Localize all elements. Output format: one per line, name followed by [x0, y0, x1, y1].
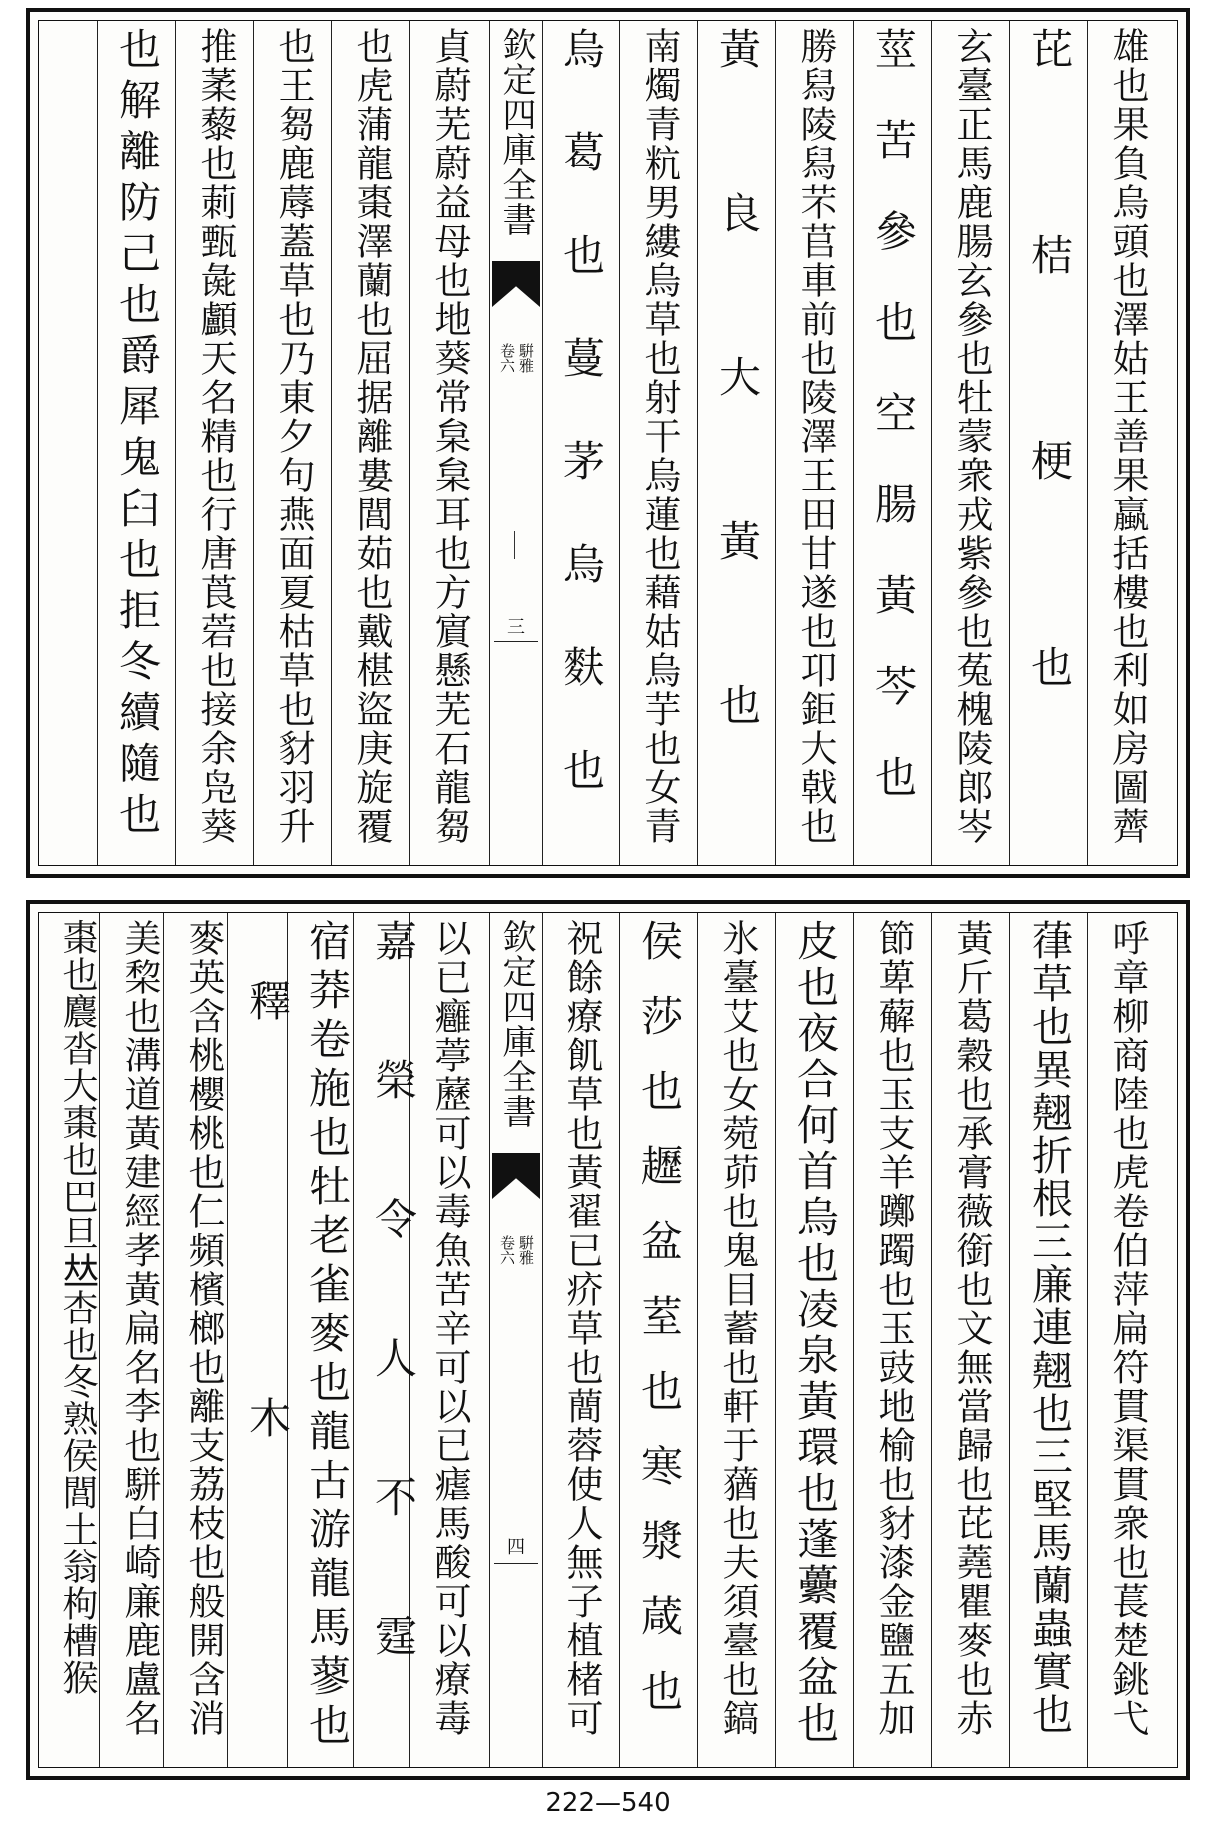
column-text: 黃良大黃也	[713, 27, 762, 847]
text-column	[1011, 27, 1087, 859]
column-rule	[619, 913, 620, 1767]
center-spine	[489, 913, 543, 1767]
column-text: 也解離防己也爵犀鬼臼也拒冬續隨也	[113, 27, 162, 843]
column-text: 皮也夜合何首烏也凌泉黃環也蓬虆覆盆也	[791, 919, 840, 1747]
text-column	[621, 919, 697, 1761]
column-text: 以已癰葶藶可以毒魚苦辛可以已瘧馬酸可以療毒	[428, 919, 471, 1738]
column-text: 烏葛也蔓茅烏麩也	[557, 27, 606, 851]
column-rule	[853, 913, 854, 1767]
text-column	[1011, 919, 1087, 1761]
text-column	[855, 919, 931, 1761]
upper-frame	[38, 20, 1178, 866]
column-rule	[775, 21, 776, 865]
text-column	[699, 919, 775, 1761]
column-text: 黃斤葛穀也承膏薇銜也文無當歸也芘蕘瞿麥也赤	[950, 919, 993, 1738]
column-rule	[1009, 913, 1010, 1767]
volume-name: 卷六	[498, 1235, 516, 1265]
column-text: 南燭青粇男縷烏草也射干烏蓮也藉姑烏芋也女青	[638, 27, 681, 846]
text-column	[99, 27, 175, 859]
text-column	[543, 27, 619, 859]
text-column	[39, 919, 115, 1761]
column-text: 也王芻鹿蓐蓋草也乃東夕句燕面夏枯草也豺羽升	[272, 27, 315, 846]
page-number: 222—540	[545, 1788, 671, 1818]
text-column	[543, 919, 619, 1761]
center-spine	[489, 21, 543, 865]
text-column	[777, 919, 853, 1761]
fish-tail-mark-icon	[492, 261, 540, 307]
column-rule	[253, 21, 254, 865]
column-rule	[697, 913, 698, 1767]
column-rule	[853, 21, 854, 865]
section-heading: 釋木	[243, 979, 292, 1813]
column-text: 侯莎也䟐盆荎也寒漿葴也	[635, 919, 684, 1744]
column-rule	[697, 21, 698, 865]
column-text: 芘桔梗也	[1025, 27, 1074, 851]
column-rule	[1087, 21, 1088, 865]
text-column	[933, 919, 1009, 1761]
column-rule	[1087, 913, 1088, 1767]
spine-tick	[514, 531, 515, 559]
column-rule	[1009, 21, 1010, 865]
chapter-label	[490, 343, 542, 373]
column-rule	[97, 21, 98, 865]
book-name: 騈雅	[517, 1235, 535, 1265]
column-rule	[931, 913, 932, 1767]
column-text: 玄臺正馬鹿腸玄參也牡蒙衆戎紫參也菟槐陵郎岑	[950, 27, 993, 846]
column-rule	[931, 21, 932, 865]
column-text: 葎草也異翹折根三廉連翹也三堅馬蘭蟲實也	[1025, 919, 1073, 1736]
text-column	[355, 919, 431, 1761]
text-column	[855, 27, 931, 859]
column-text: 麥英含桃櫻桃也仁頻檳榔也離支荔枝也般開含消	[182, 919, 225, 1738]
text-column	[177, 27, 253, 859]
book-title: 欽定四庫全書	[496, 919, 536, 1129]
text-column	[933, 27, 1009, 859]
column-rule	[619, 21, 620, 865]
fish-tail-mark-icon	[492, 1153, 540, 1199]
column-text: 莖苦參也空腸黃芩也	[869, 27, 918, 846]
column-text: 節萆薢也玉支羊躑躅也玉豉地榆也豺漆金鹽五加	[872, 919, 915, 1738]
leaf-number: 三	[507, 617, 525, 638]
column-text: 貞蔚芜蔚益母也地葵常枲枲耳也方賔懸芜石龍芻	[428, 27, 471, 846]
column-text: 也虎蒲龍棗澤蘭也屈据離婁閭茹也戴椹盜庚旋覆	[350, 27, 393, 846]
column-text: 宿莽卷施也牡老雀麥也龍古游龍馬蓼也	[303, 919, 352, 1752]
column-rule	[331, 21, 332, 865]
column-text: 氷臺艾也女菀茆也鬼目蓄也軒于蕕也夫須臺也鎬	[716, 919, 759, 1738]
column-text: 嘉榮令人不霆	[369, 919, 418, 1753]
text-column	[699, 27, 775, 859]
text-column	[333, 27, 409, 859]
text-column	[621, 27, 697, 859]
column-rule	[775, 913, 776, 1767]
column-text: 呼章柳商陸也虎卷伯萍扁符貫渠貫衆也萇楚銚弋	[1106, 919, 1149, 1738]
column-text: 勝舄陵舄芣苢車前也陵澤王田甘遂也卭鉅大戟也	[794, 27, 837, 846]
column-rule	[175, 21, 176, 865]
leaf-number: 四	[507, 1537, 525, 1558]
book-name: 騈雅	[517, 343, 535, 373]
upper-folio	[26, 8, 1190, 878]
text-column	[1089, 919, 1165, 1761]
column-text: 雄也果負烏頭也澤姑王善果蠃括樓也利如房圖薺	[1106, 27, 1149, 846]
text-column	[1089, 27, 1165, 859]
column-text: 美棃也溝道黃建經孝黃扁名李也駢白崎廉鹿盧名	[118, 919, 161, 1738]
text-column	[777, 27, 853, 859]
column-text: 祝餘療飢草也黃翟已疥草也蕳蓉使人無子植楮可	[560, 919, 603, 1738]
book-title: 欽定四庫全書	[496, 27, 536, 237]
column-text: 棗也麎沓大棗也巴旦𠀤杏也冬熟侯閭土翁枸槽猴	[57, 919, 98, 1696]
chapter-label	[490, 1235, 542, 1265]
volume-name: 卷六	[498, 343, 516, 373]
spine-mark	[494, 641, 538, 642]
spine-mark	[494, 1563, 538, 1564]
column-text: 推葇藜也莿甄彘顱天名精也行唐莨菪也接余凫葵	[194, 27, 237, 846]
text-column	[255, 27, 331, 859]
